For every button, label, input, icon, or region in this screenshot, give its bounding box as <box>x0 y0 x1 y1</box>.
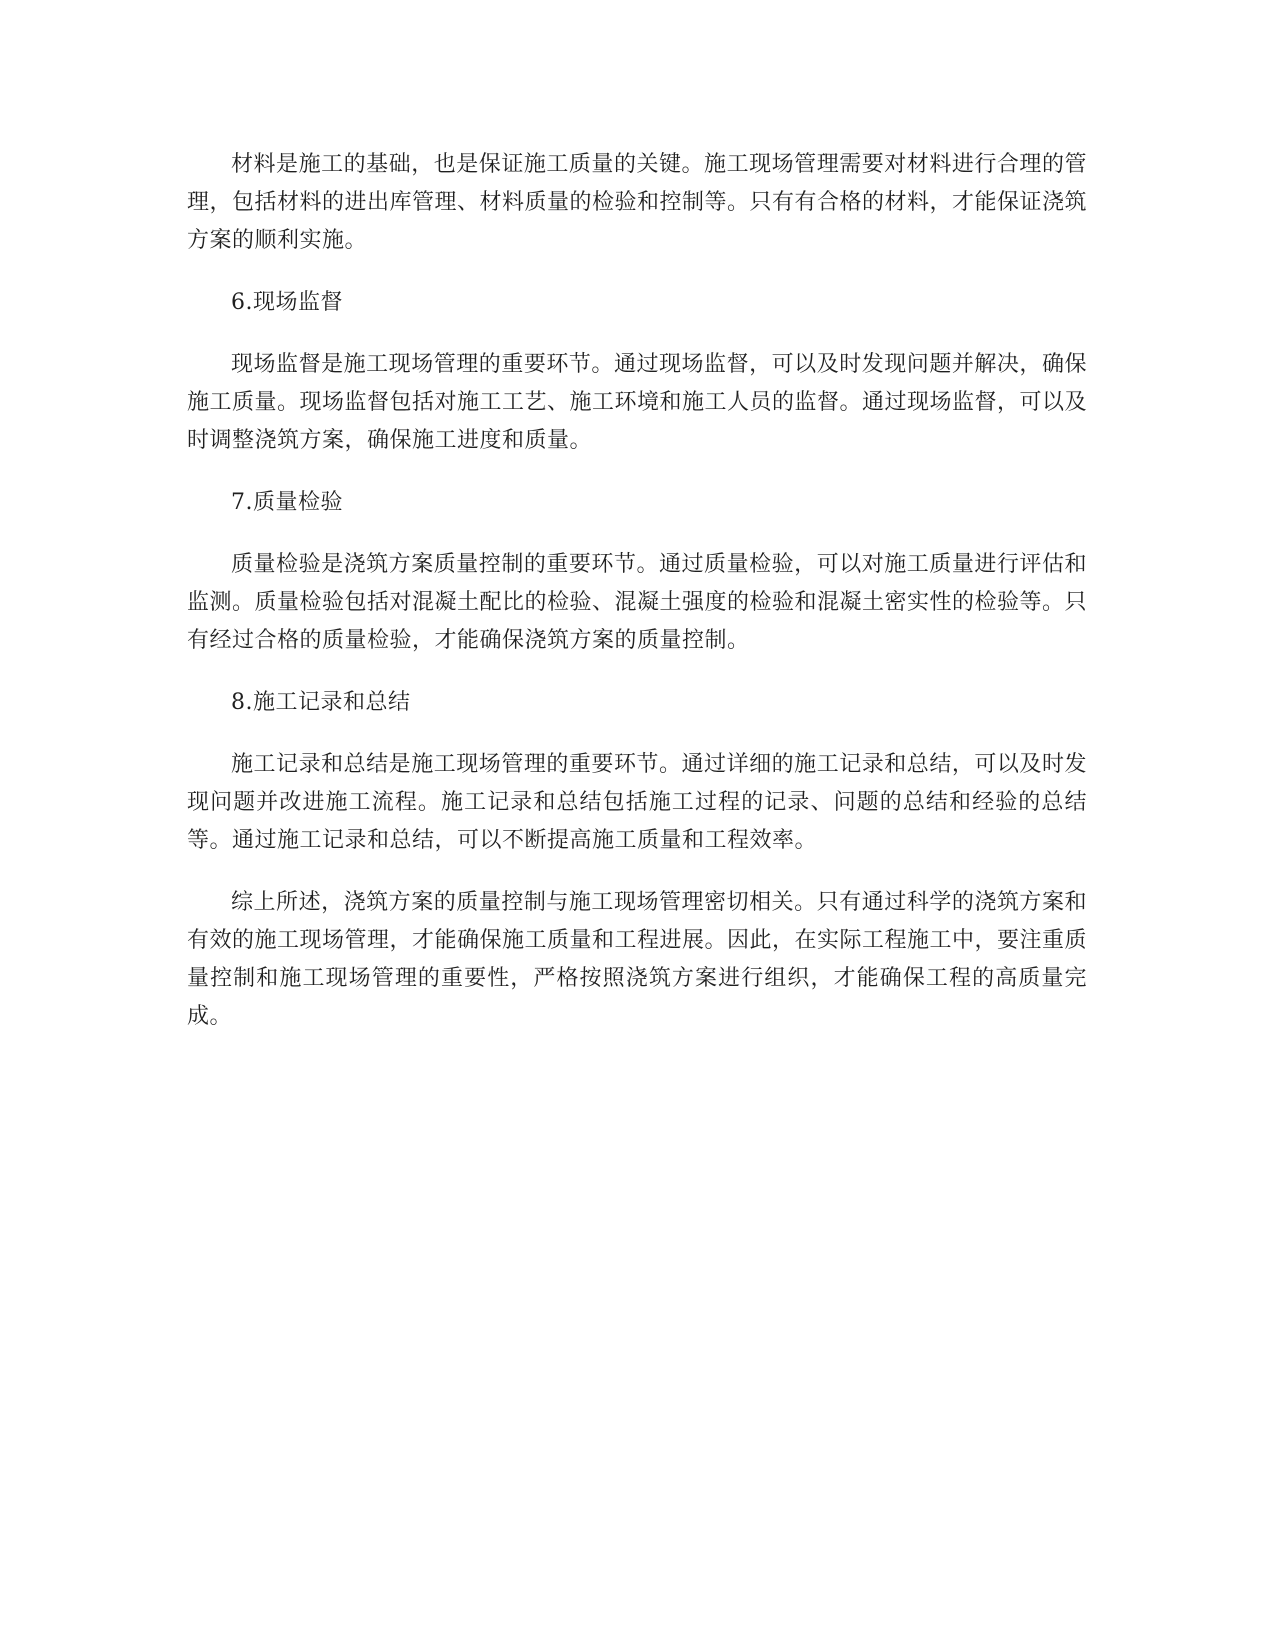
section-heading-site-supervision: 6.现场监督 <box>231 290 343 315</box>
paragraph-quality-inspection: 质量检验是浇筑方案质量控制的重要环节。通过质量检验，可以对施工质量进行评估和监测。质量检验包括对混凝土配比的检验、混凝土强度的检验和混凝土密实性的检验等。只有经过合格的质量检验，才能确保浇筑方案的质量控制。 <box>187 552 1088 653</box>
section-heading-records-summary: 8.施工记录和总结 <box>231 690 411 715</box>
paragraph-records-summary: 施工记录和总结是施工现场管理的重要环节。通过详细的施工记录和总结，可以及时发现问题并改进施工流程。施工记录和总结包括施工过程的记录、问题的总结和经验的总结等。通过施工记录和总结，可以不断提高施工质量和工程效率。 <box>187 752 1087 853</box>
section-heading-quality-inspection: 7.质量检验 <box>231 490 343 515</box>
paragraph-conclusion: 综上所述，浇筑方案的质量控制与施工现场管理密切相关。只有通过科学的浇筑方案和有效的施工现场管理，才能确保施工质量和工程进展。因此，在实际工程施工中，要注重质量控制和施工现场管理的重要性，严格按照浇筑方案进行组织，才能确保工程的高质量完成。 <box>187 890 1088 1029</box>
paragraph-site-supervision: 现场监督是施工现场管理的重要环节。通过现场监督，可以及时发现问题并解决，确保施工质量。现场监督包括对施工工艺、施工环境和施工人员的监督。通过现场监督，可以及时调整浇筑方案，确保施工进度和质量。 <box>187 352 1088 453</box>
document-body <box>187 146 1087 1060</box>
paragraph-materials: 材料是施工的基础，也是保证施工质量的关键。施工现场管理需要对材料进行合理的管理，包括材料的进出库管理、材料质量的检验和控制等。只有有合格的材料，才能保证浇筑方案的顺利实施。 <box>187 152 1088 253</box>
